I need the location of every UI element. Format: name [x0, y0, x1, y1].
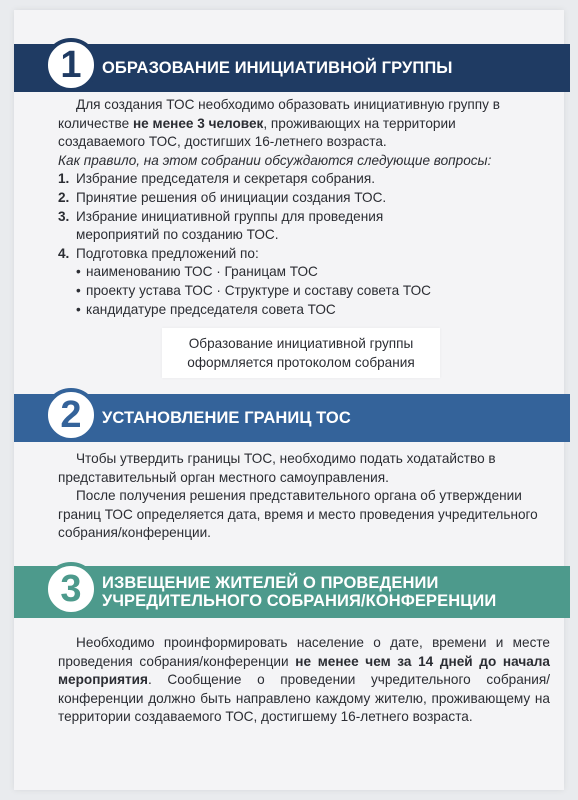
section-1-body: [58, 96, 538, 319]
section-1-title: ОБРАЗОВАНИЕ ИНИЦИАТИВНОЙ ГРУППЫ: [102, 58, 453, 77]
section-1-intro: [58, 96, 538, 152]
protocol-note: [162, 328, 440, 378]
section-3-body: [58, 634, 550, 727]
bullet-icon: •: [76, 264, 81, 280]
list-item: [58, 189, 538, 208]
list-number: 1.: [58, 171, 70, 187]
section-1-banner: [14, 44, 570, 92]
sublist-text: наименованию ТОС · Границам ТОС: [86, 264, 318, 280]
section-3-banner: [14, 566, 570, 618]
section-2-paragraph: Чтобы утвердить границы ТОС, необходимо подать ходатайство в представительный орган местного самоуправления.: [58, 451, 496, 485]
list-text: Подготовка предложений по:: [76, 245, 259, 261]
note-line: оформляется протоколом собрания: [187, 355, 415, 370]
section-2-title: УСТАНОВЛЕНИЕ ГРАНИЦ ТОС: [102, 408, 351, 427]
section-3-paragraph: [58, 634, 550, 727]
list-item: [58, 170, 538, 189]
bullet-icon: •: [76, 301, 81, 317]
paragraph-bold-text: не менее чем за 14 дней до начала мероприятия: [58, 653, 550, 688]
section-2-body: [58, 450, 548, 543]
section-3-title-line: УЧРЕДИТЕЛЬНОГО СОБРАНИЯ/КОНФЕРЕНЦИИ: [102, 592, 497, 610]
section-3-title-line: ИЗВЕЩЕНИЕ ЖИТЕЛЕЙ О ПРОВЕДЕНИИ: [102, 574, 439, 592]
section-3-title: [102, 566, 496, 618]
sublist: [58, 263, 538, 319]
page: [14, 10, 564, 790]
list-number: 3.: [58, 208, 70, 224]
intro-bold-text: не менее 3 человек: [132, 115, 264, 131]
list-text: Избрание инициативной группы для проведения мероприятий по созданию ТОС.: [76, 208, 384, 243]
section-2-number: 2: [44, 388, 98, 442]
list-number: 2.: [58, 189, 70, 205]
list-item: [58, 208, 538, 245]
section-3-number: 3: [44, 562, 98, 616]
note-line: Образование инициативной группы: [188, 336, 414, 351]
section-2-paragraph: После получения решения представительного органа об утверждении границ ТОС определяется дата, время и место проведения учредительного собрания/конференции.: [58, 488, 538, 541]
sublist-text: кандидатуре председателя совета ТОС: [86, 301, 336, 317]
paragraph-text-end: . Сообщение о проведении учредительного собрания/конференции должно быть направлено каждому жителю, проживающему на территории создаваемого ТОС, достигшему 16-летнего возраста.: [58, 672, 550, 725]
list-number: 4.: [58, 245, 70, 261]
sublist-item: [76, 282, 538, 301]
bullet-icon: •: [76, 282, 81, 298]
list-text: Избрание председателя и секретаря собрания.: [76, 171, 375, 187]
section-2-banner: [14, 394, 570, 442]
paragraph-text: Необходимо проинформировать население о дате, времени и месте проведения собрания/конференции: [58, 635, 550, 669]
intro-text: Для создания ТОС необходимо образовать инициативную группу в количестве: [58, 97, 500, 131]
sublist-item: [76, 301, 538, 320]
section-1-number: 1: [44, 38, 98, 92]
questions-heading: Как правило, на этом собрании обсуждаются следующие вопросы:: [58, 152, 492, 168]
sublist-text: проекту устава ТОС · Структуре и составу совета ТОС: [86, 282, 431, 298]
list-item: [58, 245, 538, 264]
list-text: Принятие решения об инициации создания ТОС.: [76, 189, 387, 205]
sublist-item: [76, 263, 538, 282]
intro-text-end: , проживающих на территории создаваемого ТОС, достигших 16-летнего возраста.: [58, 115, 456, 150]
